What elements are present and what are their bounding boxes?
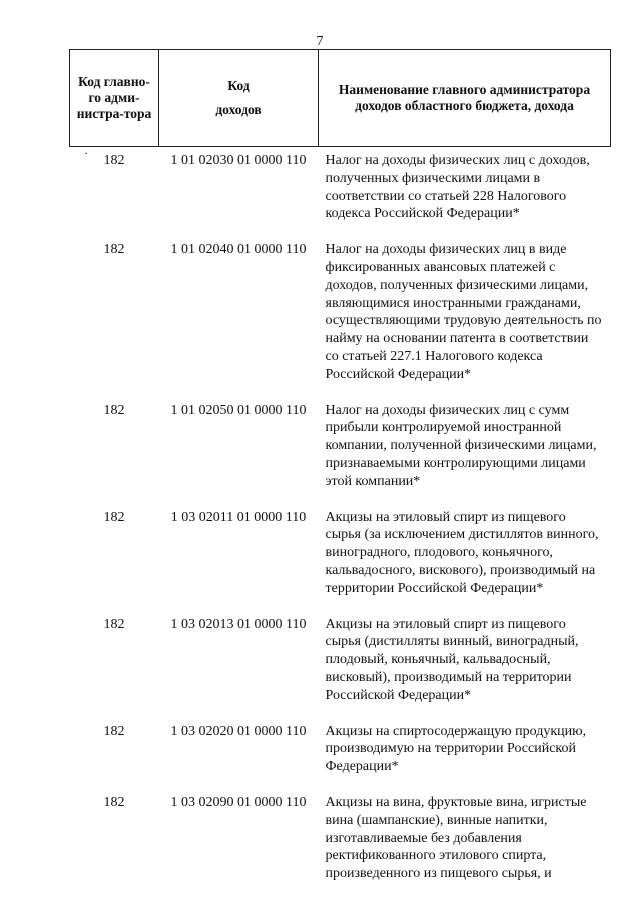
table-row <box>70 504 611 611</box>
income-code-cell: 1 03 02020 01 0000 110 <box>170 723 307 739</box>
header-income-code-line2: доходов <box>215 102 262 117</box>
income-code-cell: 1 01 02050 01 0000 110 <box>170 402 307 418</box>
table-row <box>70 236 611 396</box>
table-row <box>70 718 611 789</box>
income-name-cell: Акцизы на этиловый спирт из пищевого сырья (за исключением дистиллятов винного, виноградного, плодового, коньячного, кальвадосного, вискового), производимый на территории Российской Федерации* <box>325 509 599 596</box>
admin-code-cell: 182 <box>103 616 125 632</box>
admin-code-cell: 182 <box>103 242 125 258</box>
income-code-cell: 1 03 02013 01 0000 110 <box>170 616 307 632</box>
admin-code-cell: 182 <box>103 153 125 168</box>
table-header-row <box>70 50 611 147</box>
revenue-table <box>69 49 611 896</box>
header-name-text: Наименование главного администратора доходов областного бюджета, дохода <box>338 82 591 113</box>
header-admin-code <box>70 50 159 147</box>
income-name-cell: Налог на доходы физических лиц в виде фиксированных авансовых платежей с доходов, полученных физическими лицами, являющимися иностранными гражданами, осуществляющими трудовую деятельность по найму на основании патента в соответствии со статьей 227.1 Налогового кодекса Российской Федерации* <box>325 242 602 382</box>
admin-code-cell: 182 <box>103 509 125 525</box>
header-income-code <box>159 50 319 147</box>
table-row <box>70 611 611 718</box>
income-name-cell: Акцизы на вина, фруктовые вина, игристые вина (шампанские), винные напитки, изготавливаемые без добавления ректификованного этилового спирта, произведенного из пищевого сырья, и <box>325 794 587 882</box>
table-row <box>70 397 611 504</box>
income-name-cell: Налог на доходы физических лиц с доходов, полученных физическими лицами в соответствии со статьей 228 Налогового кодекса Российской Федерации* <box>325 153 590 222</box>
admin-code-cell: 182 <box>103 723 125 739</box>
income-code-cell: 1 01 02040 01 0000 110 <box>170 242 307 258</box>
income-code-cell: 1 03 02090 01 0000 110 <box>170 794 307 810</box>
stray-mark: · <box>84 146 88 160</box>
header-name <box>319 50 611 147</box>
table-row <box>70 147 611 237</box>
income-name-cell: Налог на доходы физических лиц с сумм прибыли контролируемой иностранной компании, полученной физическими лицами, признаваемыми контролирующими лицами этой компании* <box>325 402 597 489</box>
header-admin-code-text: Код главно-го адми-нистра-тора <box>76 74 152 121</box>
table-row <box>70 789 611 896</box>
admin-code-cell: 182 <box>103 402 125 418</box>
income-name-cell: Акцизы на этиловый спирт из пищевого сырья (дистилляты винный, виноградный, плодовый, коньячный, кальвадосный, висковый), производимый на территории Российской Федерации* <box>325 616 579 703</box>
page-number: 7 <box>316 34 324 49</box>
header-income-code-line1: Код <box>227 78 250 93</box>
income-code-cell: 1 03 02011 01 0000 110 <box>170 509 307 525</box>
admin-code-cell: 182 <box>103 794 125 810</box>
income-code-cell: 1 01 02030 01 0000 110 <box>170 153 307 168</box>
income-name-cell: Акцизы на спиртосодержащую продукцию, производимую на территории Российской Федерации* <box>325 723 587 775</box>
